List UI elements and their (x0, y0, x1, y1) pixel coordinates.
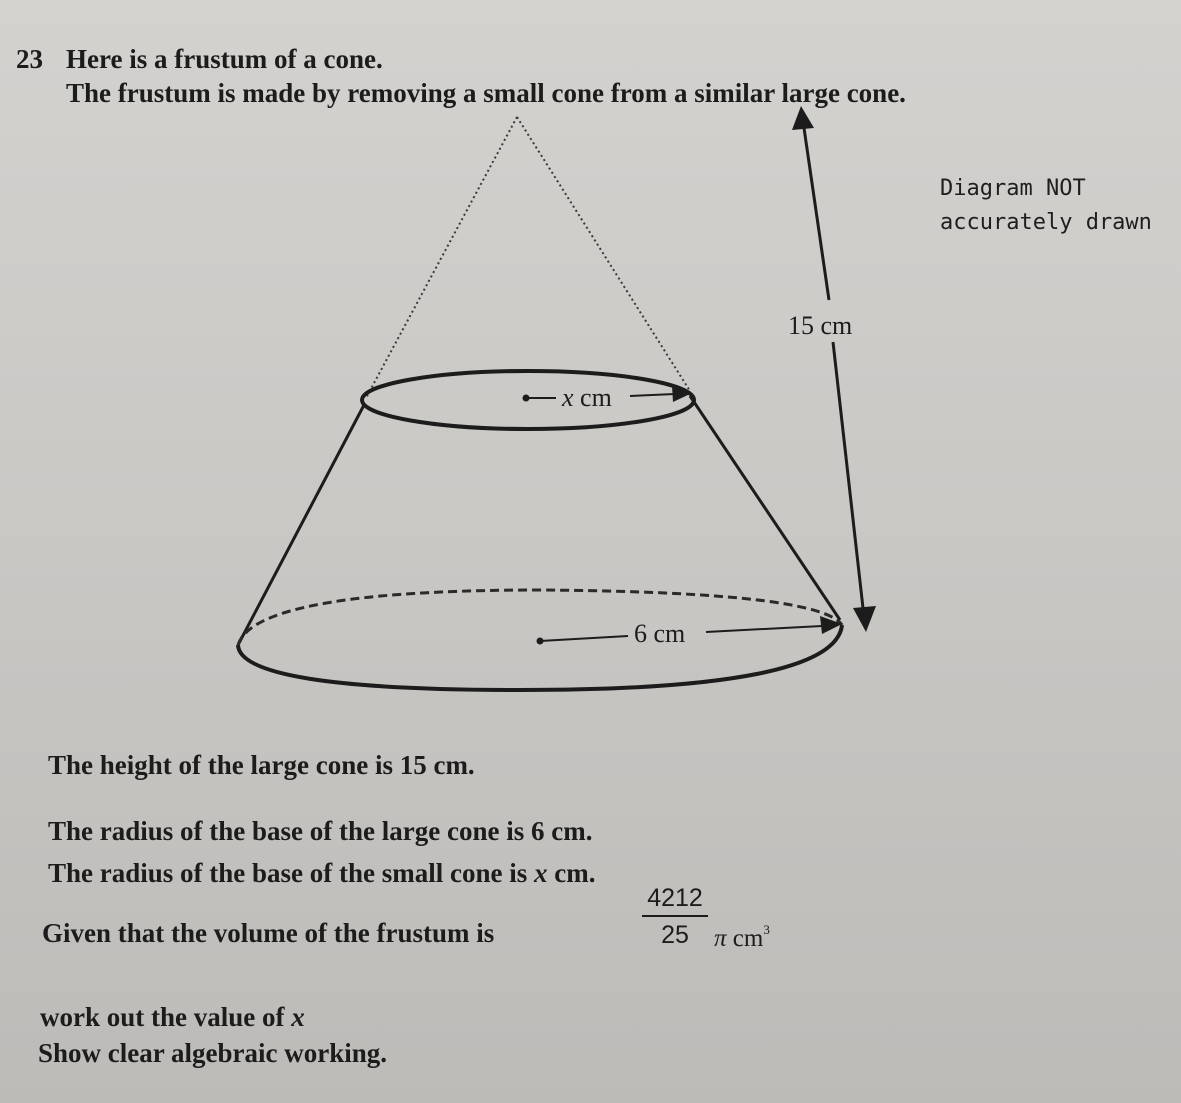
volume-denominator: 25 (661, 921, 689, 949)
note-line2: accurately drawn (940, 210, 1152, 235)
base-ellipse-back (238, 590, 842, 645)
frustum-right-side (690, 396, 840, 620)
note-line1: Diagram NOT (940, 176, 1086, 201)
statement-small-radius (48, 860, 595, 887)
statement-volume: Given that the volume of the frustum is (42, 918, 495, 948)
small-radius-suffix: cm. (547, 858, 596, 888)
question-number: 23 (16, 44, 43, 74)
height-arrow-bottom-head (853, 606, 876, 632)
question-intro-line1: Here is a frustum of a cone. (66, 44, 383, 74)
volume-unit: cm (726, 925, 764, 952)
volume-pi-unit (714, 922, 770, 953)
small-radius-label: x cm (562, 383, 612, 412)
small-cone-right-slant (517, 117, 690, 391)
statement-large-radius: The radius of the base of the large cone is 6 cm. (48, 816, 593, 846)
large-radius-label: 6 cm (634, 619, 686, 648)
volume-exponent: 3 (763, 922, 770, 937)
volume-numerator: 4212 (647, 884, 703, 912)
small-radius-prefix: The radius of the base of the small cone is (48, 858, 534, 888)
task-prefix: work out the value of (40, 1002, 292, 1032)
statement-instruction: Show clear algebraic working. (38, 1038, 387, 1068)
small-radius-variable: x (534, 858, 548, 888)
small-cone-left-slant (366, 117, 517, 398)
volume-fraction (640, 886, 710, 948)
height-label: 15 cm (788, 311, 853, 340)
pi-symbol: π (714, 925, 727, 952)
diagram-not-accurate-note (940, 172, 1152, 240)
question-intro-line2: The frustum is made by removing a small cone from a similar large cone. (66, 78, 906, 108)
height-arrow-top-head (792, 106, 814, 130)
task-variable: x (291, 1002, 305, 1032)
large-radius-line-right (706, 626, 822, 632)
height-arrow-shaft-lower (833, 342, 863, 608)
height-arrow-shaft-upper (804, 128, 829, 300)
base-ellipse-front (238, 625, 842, 690)
statement-task (40, 1004, 305, 1031)
statement-height: The height of the large cone is 15 cm. (48, 750, 475, 780)
small-radius-line-right (630, 394, 675, 396)
large-radius-line-left (540, 636, 628, 641)
